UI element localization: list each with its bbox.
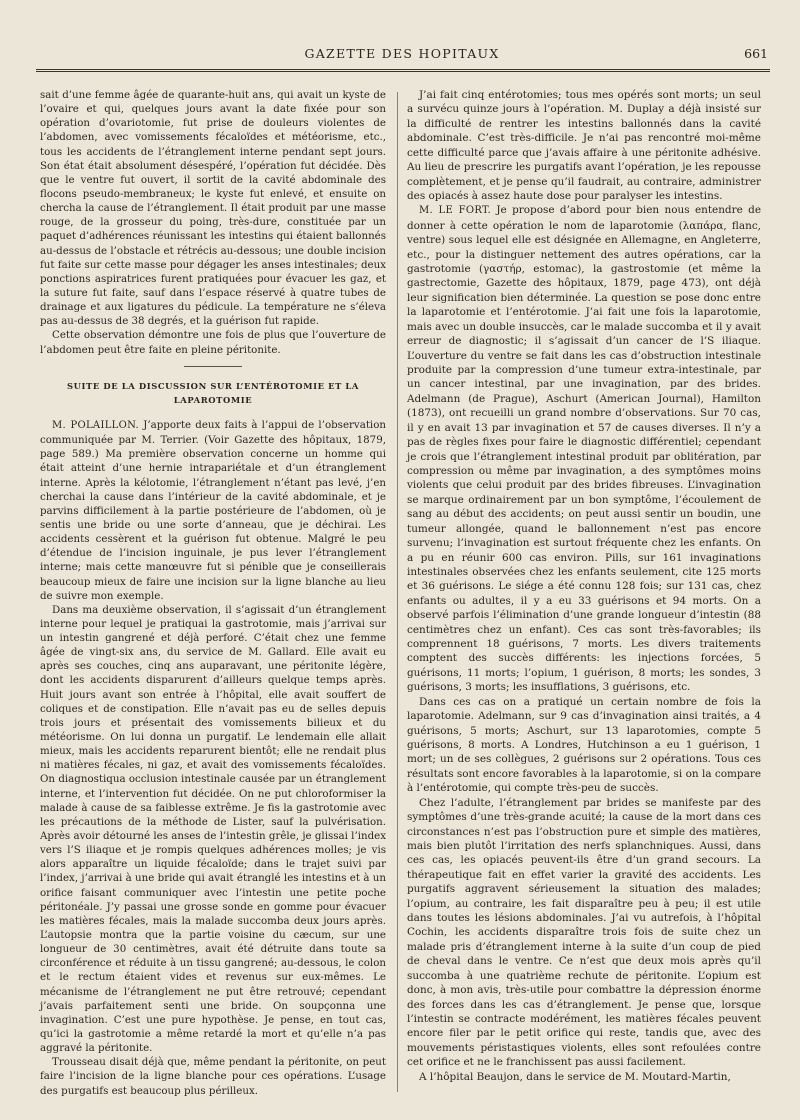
page-header [34, 46, 770, 68]
page-number: 661 [744, 46, 768, 61]
speaker-name: M. LE FORT. [419, 205, 491, 217]
paragraph: Dans ma deuxième observation, il s’agissait d’un étranglement interne pour lequel je pratiquai la gastrotomie, mais j’arrivai sur un intestin gangrené et déjà perforé. C’était chez une femme âgée de vingt-six ans, du service de M. Gallard. Elle avait eu après ses couches, cinq ans auparavant, une péritonite légère, dont les accidents disparurent d’ailleurs quelque temps après. Huit jours avant son entrée à l’hôpital, elle avait souffert de coliques et de constipation. Elle n’avait pas eu de selles depuis trois jours et présentait des vomissements bilieux et du météorisme. On lui donna un purgatif. Le lendemain elle allait mieux, mais les accidents reparurent bientôt; elle ne rendait plus ni matières fécales, ni gaz, et avait des vomissements fécaloïdes. On diagnostiqua occlusion intestinale causée par un étranglement interne, et l’intervention fut décidée. On ne put chloroformiser la malade à cause de sa faiblesse extrême. Je fis la gastrotomie avec les précautions de la méthode de Lister, sauf la pulvérisation. Après avoir détourné les anses de l’intestin grêle, je glissai l’index vers l’S iliaque et je rompis quelques adhérences molles; je vis alors apparaître un liquide fécaloïde; dans le trajet suivi par l’index, j’arrivai à une bride qui avait étranglé les intestins et à un orifice faisant communiquer avec l’intestin une petite poche péritonéale. J’y passai une grosse sonde en gomme pour évacuer les matières fécales, mais la malade succomba deux jours après. L’autopsie montra que la partie voisine du cæcum, sur une longueur de 30 centimètres, avait été détruite dans toute sa circonférence et réduite à un tissu gangrené; au-dessous, le colon et le rectum étaient vides et revenus sur eux-mêmes. Le mécanisme de l’étranglement ne put être retrouvé; cependant j’avais parfaitement senti une bride. On soupçonna une invagination. C’est une pure hypothèse. Je pense, en tout cas, qu’ici la gastrotomie a même retardé la mort et qu’elle n’a pas aggravé la péritonite. [40, 603, 386, 1055]
paragraph [407, 203, 761, 694]
column-divider [397, 92, 398, 1092]
section-title: SUITE DE LA DISCUSSION SUR L’ENTÉROTOMIE ET LA LAPAROTOMIE [66, 380, 360, 405]
speaker-name: M. POLAILLON. [52, 419, 139, 431]
paragraph: Cette observation démontre une fois de plus que l’ouverture de l’abdomen peut être faite en pleine péritonite. [40, 329, 386, 356]
paragraph-text: Je propose d’abord pour bien nous entendre de donner à cette opération le nom de laparotomie (λαπάρα, flanc, ventre) sous lequel elle est désignée en Allemagne, en Angleterre, etc., pour la distinguer nettement des autres opérations, car la gastrotomie (γαστήρ, estomac), la gastrostomie (et même la gastrectomie, Gazette des hôpitaux, 1879, page 473), ont déjà leur signification bien déterminée. La question se pose donc entre la laparotomie et l’entérotomie. J’ai fait une fois la laparotomie, mais avec un double insuccès, car le malade succomba et il y avait erreur de diagnostic; il s’agissait d’un cancer de l’S iliaque. L’ouverture du ventre se fait dans les cas d’obstruction intestinale produite par la compression d’une tumeur extra-intestinale, par un cancer intestinal, par une invagination, par des brides. Adelmann (de Prague), Aschurt (American Journal), Hamilton (1873), ont recueilli un grand nombre d’observations. Sur 70 cas, il y en avait 13 par invagination et 57 de causes diverses. Il n’y a pas de règles fixes pour faire le diagnostic différentiel; cependant je crois que l’étranglement intestinal produit par oblitération, par compression ou même par invagination, a des symptômes moins violents que celui produit par des brides fibreuses. L’invagination se marque ordinairement par un bon symptôme, l’écoulement de sang au début des accidents; on peut aussi sentir un boudin, une tumeur allongée, quand le ballonnement n’est pas encore survenu; l’invagination est surtout fréquente chez les enfants. On a pu en réunir 600 cas environ. Pills, sur 161 invaginations intestinales observées chez les enfants seulement, cite 125 morts et 36 guérisons. Le siége a été connu 128 fois; sur 131 cas, chez enfants ou adultes, il y a eu 33 guérisons et 94 morts. On a observé parfois l’élimination d’une grande longueur d’intestin (88 centimètres chez un enfant). Ces cas sont très-favorables; ils comprennent 18 guérisons, 7 morts. Les divers traitements comptent des succès différents: les injections forcées, 5 guérisons, 11 morts; l’opium, 1 guérison, 8 morts; les sondes, 3 guérisons, 3 morts; les insufflations, 3 guérisons, etc. [407, 204, 762, 694]
paragraph: Chez l’adulte, l’étranglement par brides se manifeste par des symptômes d’une très-grande acuité; la cause de la mort dans ces circonstances n’est pas l’obstruction pure et simple des matières, mais bien plutôt l’irritation des nerfs splanchniques. Aussi, dans ces cas, les opiacés peuvent-ils être d’un grand secours. La thérapeutique fait en effet varier la gravité des accidents. Les purgatifs aggravent sérieusement la situation des malades; l’opium, au contraire, les fait disparaître peu à peu; il est utile dans toutes les lésions abdominales. J’ai vu autrefois, à l’hôpital Cochin, les accidents disparaître trois fois de suite chez un malade pris d’étranglement interne à la suite d’un coup de pied de cheval dans le ventre. Ce n’est que deux mois après qu’il succomba à une quatrième rechute de péritonite. L’opium est donc, à mon avis, très-utile pour combattre la dépression énorme des forces dans les cas d’étranglement. Je pense que, lorsque l’intestin se contracte modérément, les matières fécales peuvent encore filer par le petit orifice qui reste, tandis que, avec des mouvements péristastiques violents, elles sont refoulées contre cet orifice et ne le franchissent pas aussi facilement. [407, 796, 761, 1069]
section-rule [184, 366, 242, 367]
paragraph: J’ai fait cinq entérotomies; tous mes opérés sont morts; un seul a survécu quinze jours à l’opération. M. Duplay a déjà insisté sur la difficulté de rentrer les intestins ballonnés dans la cavité abdominale. C’est très-difficile. Je n’ai pas rencontré moi-même cette difficulté parce que j’avais affaire à une péritonite adhésive. Au lieu de prescrire les purgatifs avant l’opération, je les repousse complètement, et je pense qu’il faudrait, au contraire, administrer des opiacés à assez haute dose pour paralyser les intestins. [407, 89, 761, 202]
running-title: GAZETTE DES HOPITAUX [304, 46, 500, 61]
left-column [40, 88, 386, 1098]
paragraph-text: J’apporte deux faits à l’appui de l’observation communiquée par M. Terrier. (Voir Gazette des hôpitaux, 1879, page 589.) Ma première observation concerne un homme qui était atteint d’une hernie intrapariétale et d’un étranglement interne. Après la kélotomie, l’étranglement n’étant pas levé, j’en cherchai la cause dans l’intérieur de la cavité abdominale, et je parvins difficilement à la partie postérieure de l’abdomen, où je sentis une bride ou une sorte d’anneau, que je déchirai. Les accidents cessèrent et la guérison fut obtenue. Malgré le peu d’étendue de l’incision inguinale, je pus lever l’étranglement interne; mais cette manœuvre fut si pénible que je conseillerais beaucoup mieux de faire une incision sur la ligne blanche au lieu de suivre mon exemple. [40, 418, 386, 602]
paragraph: Dans ces cas on a pratiqué un certain nombre de fois la laparotomie. Adelmann, sur 9 cas d’invagination ainsi traités, a 4 guérisons, 5 morts; Aschurt, sur 13 laparotomies, compte 5 guérisons, 8 morts. A Londres, Hutchinson a eu 1 guérison, 1 mort; un de ses collègues, 2 guérisons sur 2 opérations. Tous ces résultats sont encore favorables à la laparotomie, si on la compare à l’entérotomie, qui compte très-peu de succès. [407, 695, 761, 795]
header-rule [36, 69, 770, 72]
paragraph [40, 418, 386, 603]
paragraph: Trousseau disait déjà que, même pendant la péritonite, on peut faire l’incision de la ligne blanche pour ces opérations. L’usage des purgatifs est beaucoup plus périlleux. [40, 1056, 386, 1097]
paragraph: A l’hôpital Beaujon, dans le service de M. Moutard-Martin, [419, 1070, 731, 1083]
paragraph: sait d’une femme âgée de quarante-huit ans, qui avait un kyste de l’ovaire et qui, quelques jours avant la date fixée pour son opération d’ovariotomie, fut prise de douleurs violentes de l’abdomen, avec vomissements fécaloïdes et météorisme, etc., tous les accidents de l’étranglement interne pendant sept jours. Son état était absolument désespéré, l’opération fut décidée. Dès que le ventre fut ouvert, il sortit de la cavité abdominale des flocons pseudo-membraneux; le kyste fut enlevé, et ensuite on chercha la cause de l’étranglement. Il était produit par une masse rouge, de la grosseur du poing, très-dure, constituée par un paquet d’adhérences réunissant les intestins qui étaient ballonnés au-dessus de l’obstacle et rétrécis au-dessous; une double incision fut faite sur cette masse pour dégager les anses intestinales; deux ponctions aspiratrices furent pratiquées pour évacuer les gaz, et la suture fut faite, sauf dans l’espace réservé à quatre tubes de drainage et aux ligatures du pédicule. La température ne s’éleva pas au-dessus de 38 degrés, et la guérison fut rapide. [40, 89, 386, 328]
right-column [407, 88, 761, 1084]
